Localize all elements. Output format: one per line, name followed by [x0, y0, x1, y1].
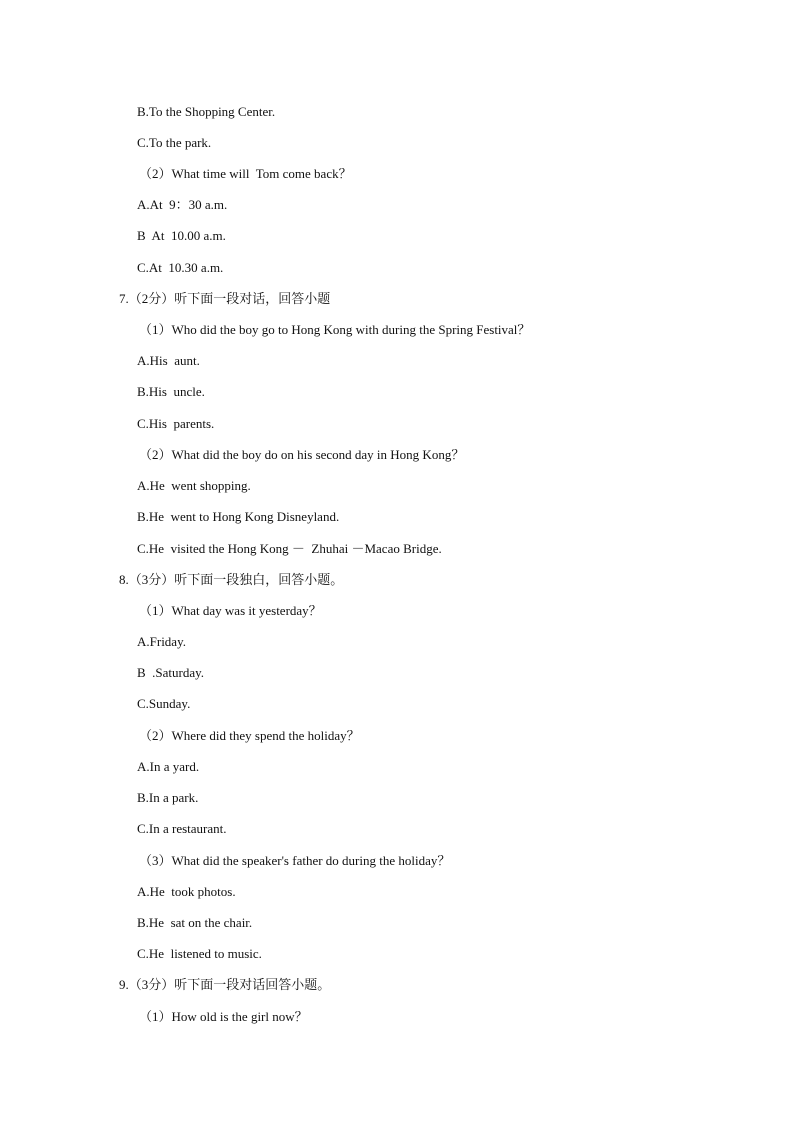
- option-line: C.At 10.30 a.m.: [137, 260, 224, 275]
- option-line: B.To the Shopping Center.: [137, 104, 276, 119]
- subquestion-line: （3）What did the speaker's father do during the holiday？: [139, 853, 451, 868]
- option-line: C.Sunday.: [137, 696, 191, 711]
- option-line: B .Saturday.: [137, 665, 205, 680]
- subquestion-line: （2）What did the boy do on his second day in Hong Kong？: [139, 447, 465, 462]
- option-line: C.To the park.: [137, 135, 212, 150]
- option-line: A.In a yard.: [137, 759, 200, 774]
- option-line: A.His aunt.: [137, 353, 200, 368]
- option-line: C.In a restaurant.: [137, 821, 227, 836]
- subquestion-line: （2）What time will Tom come back？: [139, 166, 352, 181]
- question-heading: 7.（2分）听下面一段对话，回答小题: [119, 291, 331, 306]
- option-line: C.His parents.: [137, 416, 215, 431]
- subquestion-line: （1）Who did the boy go to Hong Kong with during the Spring Festival？: [139, 322, 531, 337]
- subquestion-line: （2）Where did they spend the holiday？: [139, 728, 360, 743]
- option-line: B At 10.00 a.m.: [137, 228, 226, 243]
- option-line: C.He listened to music.: [137, 946, 262, 961]
- option-line: A.He took photos.: [137, 884, 236, 899]
- option-line: B.He sat on the chair.: [137, 915, 253, 930]
- question-heading: 9.（3分）听下面一段对话回答小题。: [119, 977, 331, 992]
- option-line: B.In a park.: [137, 790, 199, 805]
- question-heading: 8.（3分）听下面一段独白，回答小题。: [119, 572, 344, 587]
- subquestion-line: （1）How old is the girl now？: [139, 1009, 308, 1024]
- option-line: A.He went shopping.: [137, 478, 251, 493]
- option-line: A.Friday.: [137, 634, 186, 649]
- option-line: B.His uncle.: [137, 384, 205, 399]
- option-line: C.He visited the Hong Kong － Zhuhai －Macao Bridge.: [137, 541, 442, 556]
- option-line: A.At 9：30 a.m.: [137, 197, 228, 212]
- subquestion-line: （1）What day was it yesterday？: [139, 603, 322, 618]
- option-line: B.He went to Hong Kong Disneyland.: [137, 509, 340, 524]
